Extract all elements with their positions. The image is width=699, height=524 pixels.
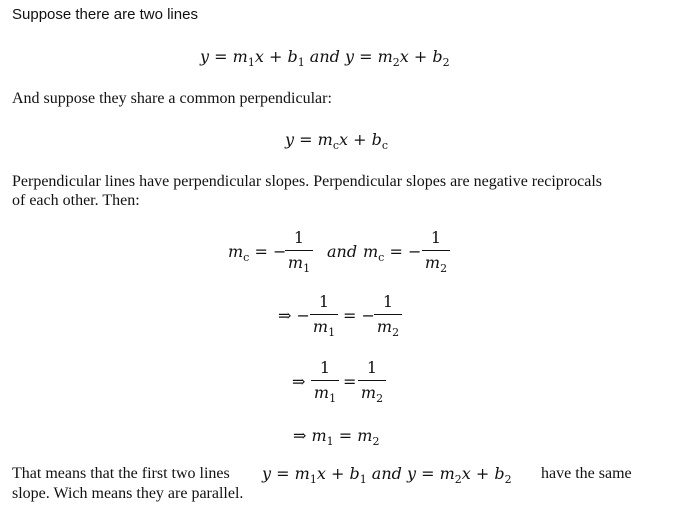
conclusion-text-3: slope. Wich means they are parallel. — [12, 485, 244, 502]
and-word: and — [327, 242, 358, 261]
implies-step-3: ⇒ $m_1 = m_2$ — [293, 426, 380, 448]
fraction-1-over-m2-step2: 1 $m_2$ — [358, 358, 386, 405]
fraction-1-over-m1: 1 $m_1$ — [285, 228, 313, 275]
fraction-1-over-m2: 1 $m_2$ — [422, 228, 450, 275]
slope-equation-1b: $m_c$ = − — [363, 242, 422, 264]
intro-text: Suppose there are two lines — [12, 6, 198, 23]
common-perpendicular-text: And suppose they share a common perpendicular: — [12, 90, 332, 107]
conclusion-text-1: That means that the first two lines — [12, 465, 230, 482]
implies-step-2: ⇒ — [292, 372, 306, 391]
equals-step-1: = − — [343, 306, 375, 325]
two-lines-equation: $y = m_1x + b_1$ and $y = m_2x + b_2$ — [200, 47, 450, 69]
perpendicular-slopes-text: Perpendicular lines have perpendicular slopes. Perpendicular slopes are negative reciprocals of each other. Then: — [12, 173, 602, 209]
fraction-1-over-m1-step2: 1 $m_1$ — [311, 358, 339, 405]
conclusion-text-2: have the same — [541, 465, 632, 482]
implies-step-1: ⇒ − — [278, 306, 310, 325]
equals-step-2: = — [343, 372, 357, 391]
fraction-1-over-m2-step1: 1 $m_2$ — [374, 292, 402, 339]
slope-equation-1: $m_c$ = − — [228, 242, 287, 264]
perpendicular-equation: $y = m_cx + b_c$ — [285, 130, 389, 152]
conclusion-equation: $y = m_1x + b_1$ and $y = m_2x + b_2$ — [262, 464, 512, 486]
fraction-1-over-m1-step1: 1 $m_1$ — [310, 292, 338, 339]
